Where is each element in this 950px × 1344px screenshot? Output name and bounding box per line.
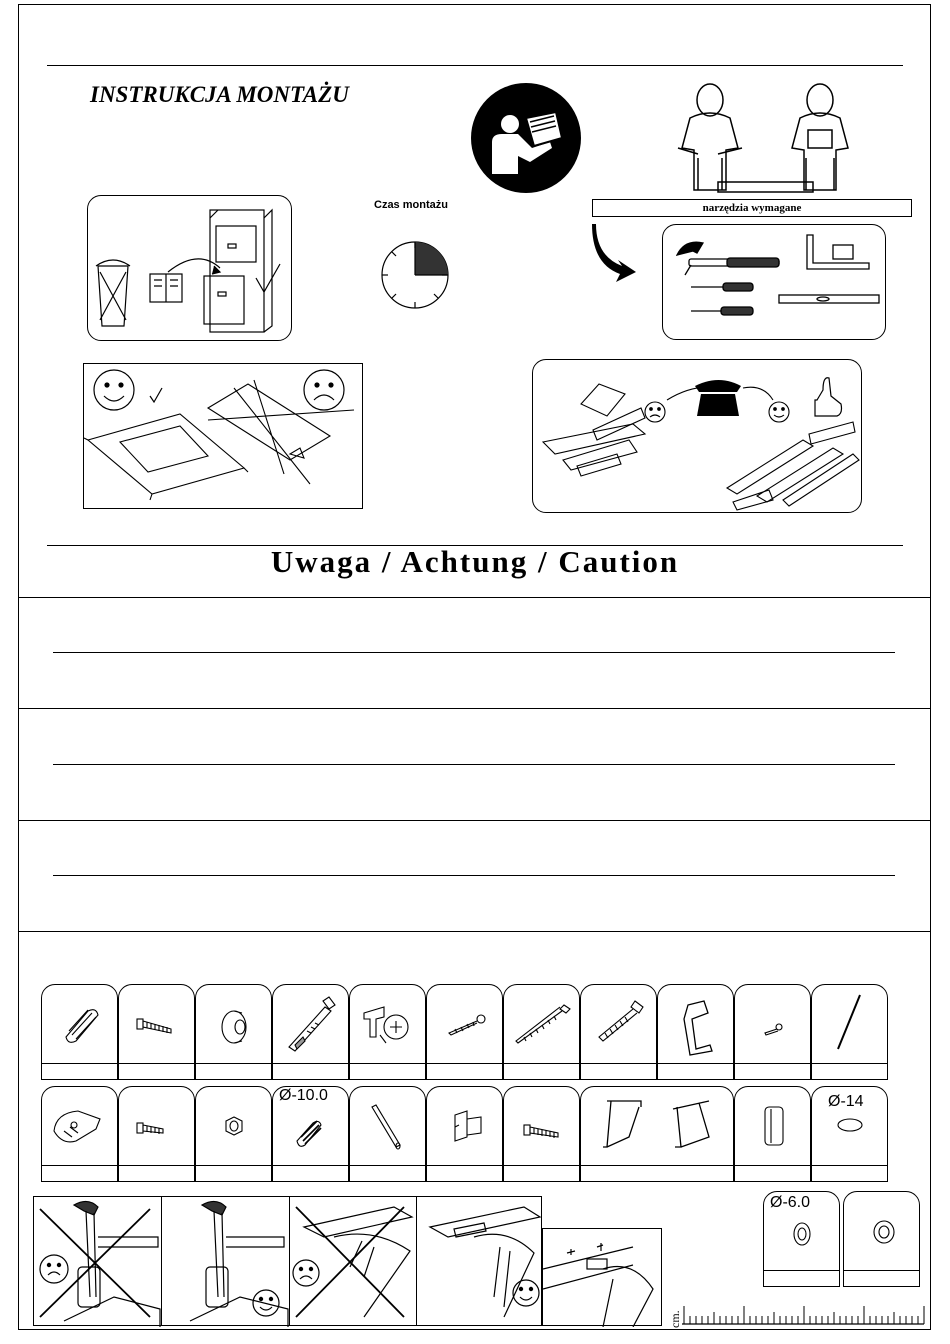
band-1-rule — [53, 652, 895, 653]
band-2-rule — [53, 764, 895, 765]
assembly-time-label: Czas montażu — [374, 199, 448, 211]
happy-face-icon-2 — [513, 1280, 539, 1306]
sad-face-icon-1 — [40, 1255, 68, 1283]
cap-diameter-label: Ø-6.0 — [770, 1194, 811, 1211]
sad-face-icon — [304, 370, 344, 410]
hammer-correct-icon-2 — [430, 1207, 540, 1317]
assembly-time-clock — [378, 238, 452, 312]
dowel-insertion-box — [33, 1196, 542, 1326]
tools-icon — [663, 225, 887, 341]
thumbs-up-icon — [815, 378, 842, 416]
tools-required-label: narzędzia wymagane — [592, 199, 912, 217]
band-separator-2 — [18, 708, 931, 709]
instructions-title: INSTRUKCJA MONTAŻU — [90, 82, 349, 107]
keep-instructions-box — [87, 195, 292, 341]
sad-face-icon-2 — [293, 1260, 319, 1286]
hardware-rod — [811, 984, 888, 1080]
hardware-lift-mechanism — [580, 1086, 734, 1182]
hardware-wood-screw — [426, 984, 503, 1080]
hammer-correct-icon — [190, 1201, 288, 1327]
hardware-wood-dowel — [41, 984, 118, 1080]
hardware-hex-nut — [195, 1086, 272, 1182]
filing-cabinet-icon — [88, 196, 293, 342]
soft-surface-box — [83, 363, 363, 509]
read-instructions-icon — [470, 82, 582, 194]
hardware-cover-cap — [763, 1191, 840, 1287]
disc-diameter-label: Ø-14 — [828, 1093, 864, 1110]
hardware-cover-cap-round — [843, 1191, 920, 1287]
hardware-z-bracket — [657, 984, 734, 1080]
dowel-diameter-label: Ø-10.0 — [279, 1087, 328, 1104]
band-3-rule — [53, 875, 895, 876]
happy-face-small-icon — [769, 402, 789, 422]
happy-face-icon — [94, 370, 162, 410]
tools-illustration-box — [662, 224, 886, 340]
centimeter-ruler — [682, 1300, 926, 1326]
header-top-rule — [47, 65, 903, 66]
hardware-bolt-long — [503, 1086, 580, 1182]
caution-heading: Uwaga / Achtung / Caution — [270, 544, 680, 579]
hardware-shelf-support — [426, 1086, 503, 1182]
two-workers-illustration — [668, 78, 858, 200]
hardware-cam-lock — [349, 984, 426, 1080]
band-separator-4 — [18, 931, 931, 932]
hardware-bolt-short — [118, 984, 195, 1080]
hardware-felt-disc — [811, 1086, 888, 1182]
hardware-threaded-insert — [272, 1086, 349, 1182]
hardware-confirmat-screw — [580, 984, 657, 1080]
sad-face-small-icon — [645, 402, 665, 422]
hardware-expansion-anchor — [272, 984, 349, 1080]
telephone-icon — [695, 380, 741, 416]
hardware-long-screw — [503, 984, 580, 1080]
curved-arrow-icon — [590, 222, 640, 284]
dowel-depth-box — [542, 1228, 662, 1326]
hardware-bolt-medium — [118, 1086, 195, 1182]
hardware-small-screw — [734, 984, 811, 1080]
hardware-pin — [349, 1086, 426, 1182]
ruler-unit-label: cm. — [668, 1310, 682, 1328]
hardware-hinge-cup — [41, 1086, 118, 1182]
hardware-cam-disc — [195, 984, 272, 1080]
missing-parts-box — [532, 359, 862, 513]
band-separator-1 — [18, 597, 931, 598]
band-separator-3 — [18, 820, 931, 821]
hardware-bumper-pad — [734, 1086, 811, 1182]
